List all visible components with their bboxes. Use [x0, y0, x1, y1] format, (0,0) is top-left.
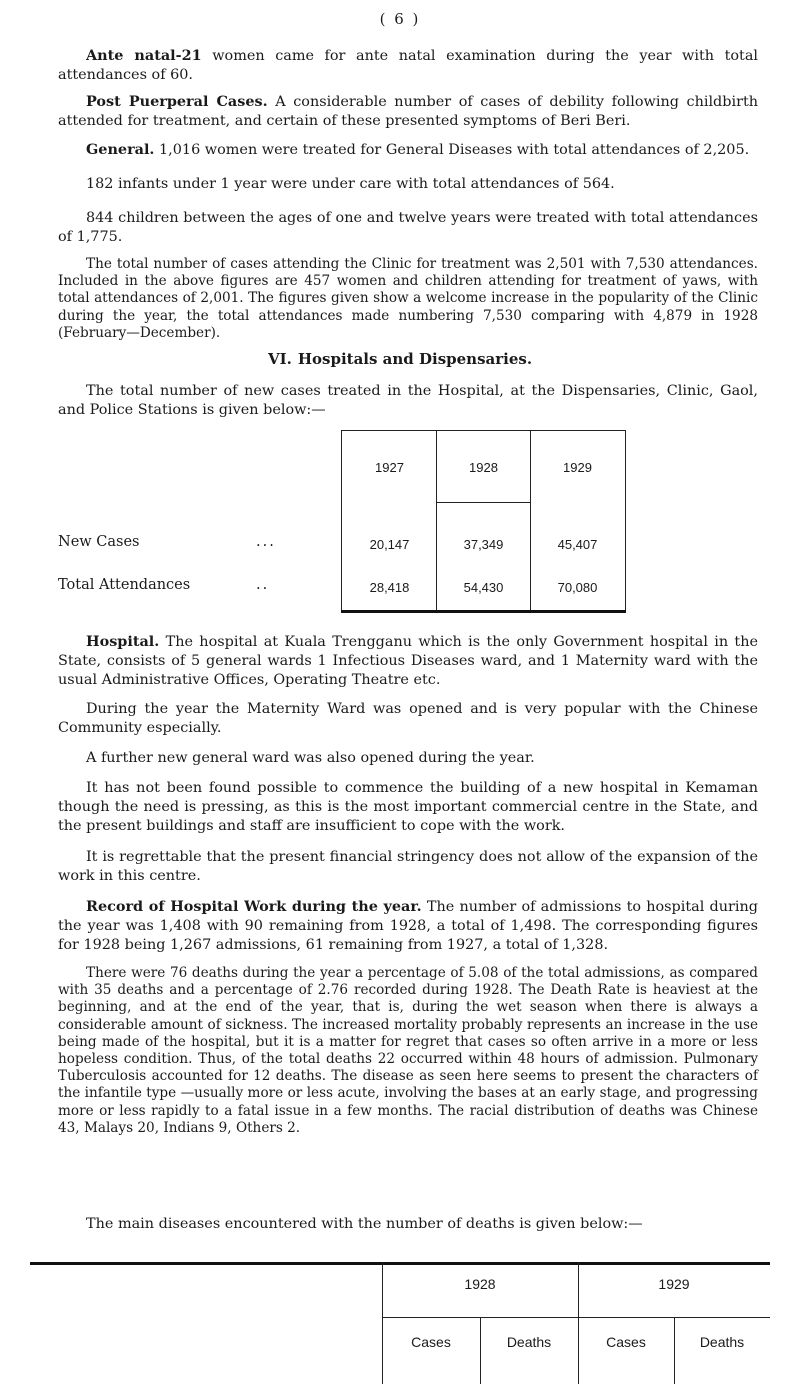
row-label: [58, 577, 270, 593]
section-number: VI.: [267, 350, 292, 368]
table-cell: 45,407: [557, 537, 598, 552]
row-label: [58, 534, 276, 550]
table-top-rule: [341, 430, 625, 431]
year-header: 1928: [469, 460, 498, 475]
general-paragraph: [58, 140, 758, 160]
table-top-rule: [30, 1262, 770, 1265]
post-puerperal-paragraph: [58, 92, 758, 131]
infants-paragraph: 182 infants under 1 year were under care with total attendances of 564.: [86, 176, 615, 192]
table-subheader-rule: [382, 1317, 770, 1318]
record-text: The number of admissions to hospital during the year was 1,408 with 90 remaining from 1928, a total of 1,498. The corresponding figures for 1928 being 1,267 admissions, 61 remaining from 1927, a total of 1,328.: [58, 899, 758, 953]
deaths-paragraph: There were 76 deaths during the year a percentage of 5.08 of the total admissions, as compared with 35 deaths and a percentage of 2.76 recorded during 1928. The Death Rate is heaviest at the beginning, and at the end of the year, that is, during the wet season when there is always a considerable amount of sickness. The increased mortality probably represents an increase in the use being made of the hospital, but it is a matter for regret that cases so often arrive in a more or less hopeless condition. Thus, of the total deaths 22 occurred within 48 hours of admission. Pulmonary Tuberculosis accounted for 12 deaths. The disease as seen here seems to present the characters of the infantile type —usually more or less acute, involving the bases at an early stage, and progressing more or less rapidly to a fatal issue in a few months. The racial distribution of deaths was Chinese 43, Malays 20, Indians 9, Others 2.: [58, 965, 758, 1136]
table-column-rule: [674, 1317, 675, 1384]
hospital-paragraph: [58, 632, 758, 690]
table-cell: 28,418: [369, 580, 410, 595]
subheader: Cases: [411, 1334, 451, 1350]
subheader: Deaths: [699, 1334, 745, 1350]
row-label-text: New Cases: [58, 534, 140, 550]
table-column-rule: [625, 430, 626, 611]
antenatal-paragraph: [58, 46, 758, 85]
diseases-table: [30, 1262, 770, 1384]
clinic-total-paragraph: The total number of cases attending the Clinic for treatment was 2,501 with 7,530 attendances. Included in the above figures are 457 women and children attending for treatment of yaws, with total attendances of 2,001. The figures given show a welcome increase in the popularity of the Clinic during the year, the total attendances made numbering 7,530 comparing with 4,879 in 1928 (February—December).: [58, 256, 758, 341]
main-diseases-paragraph: The main diseases encountered with the number of deaths is given below:—: [86, 1216, 643, 1232]
table-column-rule: [480, 1317, 481, 1384]
page-number: ( 6 ): [379, 10, 421, 28]
antenatal-text: women came for ante natal examination during the year with total attendances of 60.: [58, 48, 758, 83]
new-cases-intro-paragraph: The total number of new cases treated in the Hospital, at the Dispensaries, Clinic, Gaol, and Police Stations is given below:—: [58, 383, 758, 418]
table-bottom-rule: [341, 610, 626, 613]
post-puerperal-text: A considerable number of cases of debility following childbirth attended for treatment, and certain of these presented symptoms of Beri Beri.: [58, 94, 759, 129]
year-header: 1928: [464, 1276, 496, 1292]
leader-dots: ...: [256, 534, 276, 550]
table-cell: 37,349: [463, 537, 504, 552]
year-header: 1929: [563, 460, 592, 475]
record-lead: Record of Hospital Work during the year.: [86, 898, 422, 915]
table-cell: 20,147: [369, 537, 410, 552]
antenatal-lead: Ante natal-21: [86, 47, 202, 64]
kemaman-paragraph: It has not been found possible to commence the building of a new hospital in Kemaman though the need is pressing, as this is the most important commercial centre in the State, and the present buildings and staff are insufficient to cope with the work.: [58, 780, 758, 834]
section-heading: [0, 350, 800, 368]
maternity-paragraph: During the year the Maternity Ward was opened and is very popular with the Chinese Community especially.: [58, 701, 758, 736]
hospital-lead: Hospital.: [86, 633, 160, 650]
year-header: 1929: [658, 1276, 690, 1292]
subheader: Cases: [606, 1334, 646, 1350]
post-puerperal-lead: Post Puerperal Cases.: [86, 93, 268, 110]
regrettable-paragraph: It is regrettable that the present financial stringency does not allow of the expansion of the work in this centre.: [58, 849, 758, 884]
leader-dots: ..: [256, 577, 270, 593]
new-cases-table: [58, 430, 628, 612]
table-header-rule: [436, 502, 530, 503]
record-paragraph: [58, 897, 758, 955]
children-paragraph: 844 children between the ages of one and twelve years were treated with total attendances of 1,775.: [58, 210, 758, 245]
table-cell: 54,430: [463, 580, 504, 595]
hospital-text: The hospital at Kuala Trengganu which is the only Government hospital in the State, consists of 5 general wards 1 Infectious Diseases ward, and 1 Maternity ward with the usual Administrative Offices, Operating Theatre etc.: [58, 634, 758, 688]
row-label-text: Total Attendances: [58, 577, 191, 593]
general-lead: General.: [86, 141, 155, 158]
year-header: 1927: [375, 460, 404, 475]
section-title: Hospitals and Dispensaries.: [297, 350, 533, 368]
general-ward-paragraph: A further new general ward was also opened during the year.: [86, 750, 535, 766]
subheader: Deaths: [506, 1334, 552, 1350]
general-text: 1,016 women were treated for General Diseases with total attendances of 2,205.: [154, 142, 750, 158]
table-cell: 70,080: [557, 580, 598, 595]
